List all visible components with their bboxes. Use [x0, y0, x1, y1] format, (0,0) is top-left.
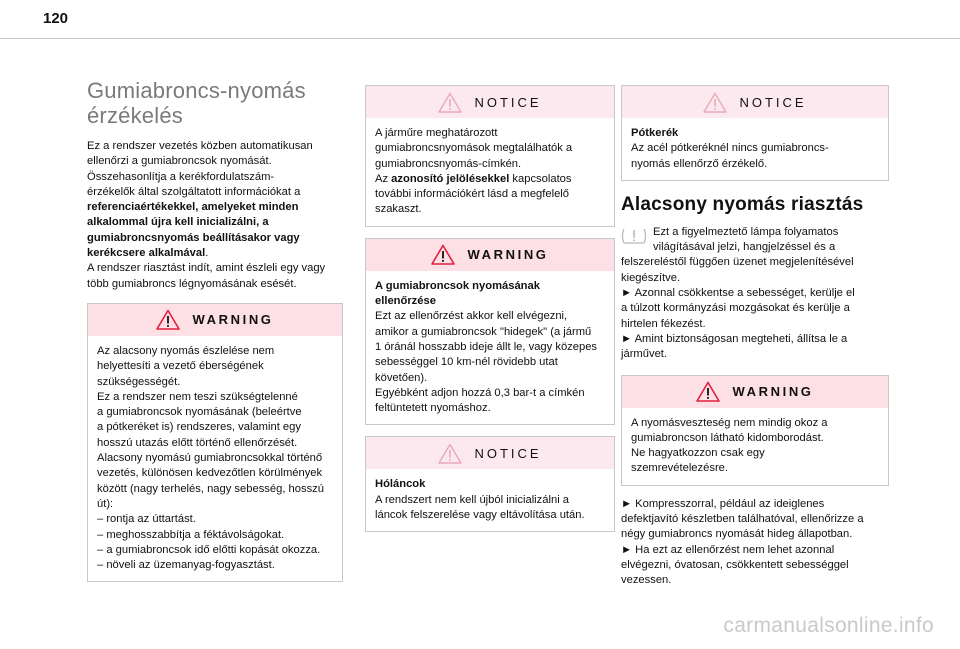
text-line: A járműre meghatározott	[375, 127, 498, 139]
warning-title: WARNING	[467, 247, 549, 263]
text-line: gumiabroncsnyomások megtalálhatók a	[375, 142, 573, 155]
text-line: érzékelők által szolgáltatott információkat a	[87, 185, 301, 198]
bold-line: A gumiabroncsok nyomásának	[375, 279, 540, 292]
text-line: Összehasonlítja a kerékfordulatszám-	[87, 170, 275, 183]
text-line: követően).	[375, 371, 428, 384]
text-line: helyettesíti a vezető éberségének	[97, 360, 264, 373]
notice-triangle-icon	[438, 443, 462, 464]
list-item: – meghosszabbítja a féktávolságokat.	[97, 528, 285, 541]
notice-title: NOTICE	[474, 94, 542, 110]
text-line: láncok felszerelése vagy eltávolítása után.	[375, 509, 585, 522]
notice-triangle-icon	[438, 92, 462, 113]
notice-body	[622, 118, 888, 180]
text-line: között (nagy terhelés, nagy sebesség, hosszú	[97, 482, 324, 495]
notice-box-spare-wheel	[621, 85, 889, 181]
text-line: ellenőrzi a gumiabroncsok nyomását.	[87, 155, 272, 168]
text-line: gumiabroncson látható kidomborodást.	[631, 431, 824, 444]
column-1	[87, 78, 343, 593]
notice-header	[622, 86, 888, 118]
text-line: világításával jelzi, hangjelzéssel és a	[653, 241, 836, 254]
bold-line: gumiabroncsnyomás beállításakor vagy	[87, 231, 300, 244]
column-3	[621, 85, 889, 589]
watermark: carmanualsonline.info	[723, 614, 934, 637]
text-line: Ne hagyatkozzon csak egy	[631, 447, 765, 460]
text-line: Egyébként adjon hozzá 0,3 bar-t a címkén	[375, 386, 585, 399]
text-line: négy gumiabroncs nyomását hideg állapotban.	[621, 528, 853, 541]
text-fragment: Az	[375, 172, 392, 185]
warning-body	[366, 271, 614, 425]
notice-header	[366, 86, 614, 118]
intro-paragraph	[87, 139, 343, 292]
bold-line: ellenőrzése	[375, 295, 436, 308]
alert-paragraph	[621, 225, 889, 363]
warning-box	[87, 303, 343, 582]
text-line: defektjavító készletben találhatóval, ellenőrizze a	[621, 513, 864, 526]
text-line: A nyomásveszteség nem mindig okoz a	[631, 416, 828, 429]
notice-body	[366, 469, 614, 531]
warning-box-pressure-check	[365, 238, 615, 426]
section-title-low-pressure-alert: Alacsony nyomás riasztás	[621, 193, 864, 215]
text-line: Alacsony nyomású gumiabroncsokkal történő	[97, 452, 323, 465]
section-title-tpms	[87, 78, 343, 128]
column-2	[365, 85, 615, 543]
text-line: A rendszert nem kell újból inicializálni a	[375, 493, 570, 506]
warning-body	[622, 408, 888, 485]
text-line: sebességgel 10 km-nél rövidebb utat	[375, 356, 558, 369]
warning-triangle-icon	[696, 381, 720, 402]
notice-title: NOTICE	[474, 445, 542, 461]
text-line: szükségességét.	[97, 375, 181, 388]
text-line: Ez a rendszer nem teszi szükségtelenné	[97, 390, 298, 403]
text-line: feltüntetett nyomáshoz.	[375, 402, 491, 415]
text-line: szemrevételezésre.	[631, 462, 728, 475]
text-line: hirtelen fékezést.	[621, 317, 706, 330]
warning-title: WARNING	[192, 312, 274, 328]
title-line-2: érzékelés	[87, 103, 183, 128]
notice-box-snow-chains	[365, 436, 615, 532]
text-line: Az acél pótkeréknél nincs gumiabroncs-	[631, 142, 829, 155]
text-line: a túlzott kormányzási mozgásokat és kerülje a	[621, 302, 850, 315]
text-line: 1 óránál hosszabb ideje állt le, vagy közepes	[375, 340, 598, 353]
text-fragment: kapcsolatos	[509, 172, 572, 185]
text-line: út):	[97, 497, 114, 510]
text-line: elvégezni, óvatosan, csökkentett sebességgel	[621, 558, 849, 571]
text-line: Ez a rendszer vezetés közben automatikusan	[87, 140, 313, 152]
warning-triangle-icon	[431, 244, 455, 265]
top-divider	[0, 38, 960, 39]
text-line: felszereléstől függően üzenet megjelenítésével	[621, 256, 854, 269]
notice-header	[366, 437, 614, 469]
bold-line: Pótkerék	[631, 127, 679, 139]
title-line-1: Gumiabroncs-nyomás	[87, 78, 306, 103]
warning-title: WARNING	[732, 384, 814, 400]
text-line: szakaszt.	[375, 203, 422, 216]
warning-header	[366, 239, 614, 271]
warning-box-pressure-loss	[621, 375, 889, 486]
warning-triangle-icon	[156, 309, 180, 330]
text-line: járművet.	[621, 348, 668, 361]
text-line: amikor a gumiabroncsok "hidegek" (a jármű	[375, 325, 592, 338]
warning-header	[88, 304, 342, 336]
warning-header	[622, 376, 888, 408]
text-line: Az alacsony nyomás észlelése nem	[97, 344, 275, 357]
text-line: vezetés, különösen kedvezőtlen körülmények	[97, 467, 323, 480]
text-line: A rendszer riasztást indít, amint észleli egy vagy	[87, 262, 326, 275]
text-line: hosszú utazás előtt történő ellenőrzését.	[97, 436, 298, 449]
punctuation: .	[205, 247, 209, 260]
text-line: vezessen.	[621, 574, 672, 587]
text-line: nyomás ellenőrző érzékelő.	[631, 157, 768, 170]
list-item: – növeli az üzemanyag-fogyasztást.	[97, 559, 275, 572]
bold-line: Hóláncok	[375, 478, 426, 491]
tyre-pressure-warning-icon	[621, 225, 647, 247]
notice-triangle-icon	[703, 92, 727, 113]
bold-line: kerékcsere alkalmával	[87, 247, 206, 260]
list-item: ► Ha ezt az ellenőrzést nem lehet azonnal	[621, 543, 835, 556]
warning-body	[88, 336, 342, 581]
bold-line: referenciaértékekkel, amelyeket minden	[87, 201, 299, 214]
page-number: 120	[43, 10, 69, 27]
text-line: a gumiabroncsok nyomásának (beleértve	[97, 406, 302, 419]
notice-body	[366, 118, 614, 226]
text-line: kiegészítve.	[621, 271, 681, 284]
text-line: Ezt az ellenőrzést akkor kell elvégezni,	[375, 310, 568, 323]
bold-line: alkalommal újra kell inicializálni, a	[87, 216, 269, 229]
list-item: – rontja az úttartást.	[97, 513, 196, 526]
text-line: gumiabroncsnyomás-címkén.	[375, 157, 522, 170]
list-item: ► Kompresszorral, például az ideiglenes	[621, 497, 825, 510]
list-item: ► Azonnal csökkentse a sebességet, kerülje el	[621, 287, 855, 300]
text-line: több gumiabroncs légnyomásának esését.	[87, 277, 297, 290]
bold-fragment: azonosító jelölésekkel	[391, 172, 510, 185]
list-item: – a gumiabroncsok idő előtti kopását okozza.	[97, 543, 321, 556]
list-item: ► Amint biztonságosan megteheti, állítsa le a	[621, 332, 848, 345]
notice-title: NOTICE	[739, 94, 807, 110]
text-line: további információkért lásd a megfelelő	[375, 188, 570, 201]
text-line: Ezt a figyelmeztető lámpa folyamatos	[653, 225, 839, 238]
text-line: a pótkeréket is) rendszeres, valamint egy	[97, 421, 301, 434]
notice-box-tyre-pressures	[365, 85, 615, 227]
after-warning-paragraph	[621, 497, 889, 589]
